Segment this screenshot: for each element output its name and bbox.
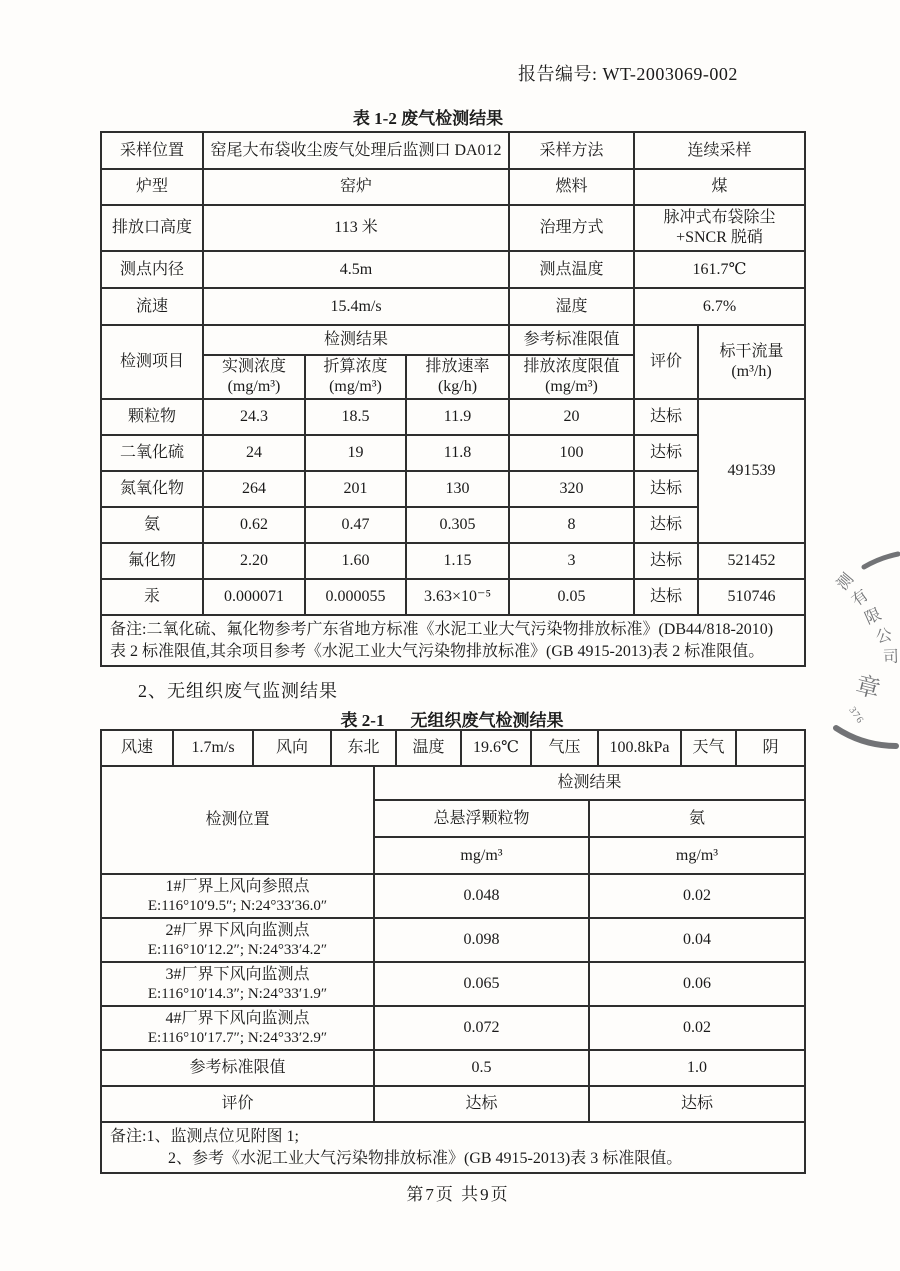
field-value: 4.5m <box>203 251 509 288</box>
column-header-converted <box>305 355 406 399</box>
point-name: 1#厂界上风向参照点 <box>165 877 310 895</box>
point-name: 4#厂界下风向监测点 <box>165 1009 310 1027</box>
limit-value: 100 <box>509 435 634 471</box>
note-line2: 表 2 标准限值,其余项目参考《水泥工业大气污染物排放标准》(GB 4915-2013)表 2 标准限值。 <box>110 642 765 660</box>
column-header-ammonia: 氨 <box>589 800 805 837</box>
table2-title <box>100 706 804 731</box>
monitoring-point <box>101 1006 374 1050</box>
field-label: 炉型 <box>101 169 203 205</box>
field-label: 湿度 <box>509 288 634 325</box>
rate-value: 1.15 <box>406 543 509 579</box>
field-value: 连续采样 <box>634 132 805 169</box>
field-value: 窑尾大布袋收尘废气处理后监测口 DA012 <box>203 132 509 169</box>
table1-title: 表 1-2 废气检测结果 <box>352 109 504 128</box>
pollutant-name: 氮氧化物 <box>101 471 203 507</box>
point-coordinates: E:116°10′12.2″; N:24°33′4.2″ <box>147 941 328 958</box>
flow-header-label: 标干流量 <box>719 343 784 360</box>
converted-label: 折算浓度 <box>323 358 388 375</box>
evaluation-value: 达标 <box>634 579 698 615</box>
ammonia-value: 0.02 <box>589 874 805 918</box>
column-header-rate <box>406 355 509 399</box>
monitoring-point <box>101 874 374 918</box>
point-coordinates: E:116°10′9.5″; N:24°33′36.0″ <box>147 897 328 914</box>
field-value: 15.4m/s <box>203 288 509 325</box>
measured-value: 0.000071 <box>203 579 305 615</box>
table1-note <box>101 615 805 666</box>
weather-row <box>101 730 805 766</box>
stamp-char: 章 <box>852 672 883 704</box>
column-header-results-group: 检测结果 <box>203 325 509 355</box>
seal-arc-bottom <box>836 728 896 746</box>
note-line1: 备注:二氧化硫、氟化物参考广东省地方标准《水泥工业大气污染物排放标准》(DB44/818-2010) <box>110 621 774 638</box>
point-coordinates: E:116°10′14.3″; N:24°33′1.9″ <box>147 985 328 1002</box>
converted-value: 1.60 <box>305 543 406 579</box>
table-row <box>101 579 805 615</box>
table2-weather-row <box>100 729 806 767</box>
pollutant-name: 二氧化硫 <box>101 435 203 471</box>
report-number <box>518 60 738 86</box>
stamp-char: 限 <box>862 605 884 628</box>
field-label: 燃料 <box>509 169 634 205</box>
field-value: 窑炉 <box>203 169 509 205</box>
measured-unit: (mg/m³) <box>227 378 281 395</box>
field-value: 161.7℃ <box>634 251 805 288</box>
column-header-evaluation: 评价 <box>634 325 698 399</box>
stamp-char: 测 <box>833 570 858 594</box>
point-coordinates: E:116°10′17.7″; N:24°33′2.9″ <box>147 1029 328 1046</box>
evaluation-value: 达标 <box>634 399 698 435</box>
treatment-line1: 脉冲式布袋除尘 <box>663 209 776 226</box>
tsp-value: 0.065 <box>374 962 589 1006</box>
table2-title-text: 无组织废气检测结果 <box>410 711 564 730</box>
converted-unit: (mg/m³) <box>329 378 382 395</box>
pollutant-name: 汞 <box>101 579 203 615</box>
limit-value: 8 <box>509 507 634 543</box>
column-header-ref-group: 参考标准限值 <box>509 325 634 355</box>
limit-value: 20 <box>509 399 634 435</box>
field-label: 采样方法 <box>509 132 634 169</box>
field-value: 113 米 <box>203 205 509 251</box>
field-label: 测点温度 <box>509 251 634 288</box>
eval-row-label: 评价 <box>101 1086 374 1122</box>
tsp-value: 0.048 <box>374 874 589 918</box>
table-note-row <box>101 1122 805 1173</box>
company-seal-stamp <box>822 545 900 750</box>
limit-unit: (mg/m³) <box>545 378 598 395</box>
treatment-line2: +SNCR 脱硝 <box>676 229 763 246</box>
limit-label: 排放浓度限值 <box>523 358 620 375</box>
field-value: 6.7% <box>634 288 805 325</box>
section2-heading: 2、无组织废气监测结果 <box>138 681 338 701</box>
table-row <box>101 543 805 579</box>
column-header-location: 检测位置 <box>101 766 374 874</box>
monitoring-point <box>101 918 374 962</box>
measured-value: 0.62 <box>203 507 305 543</box>
unit-cell: mg/m³ <box>589 837 805 874</box>
evaluation-value: 达标 <box>634 435 698 471</box>
limit-row-label: 参考标准限值 <box>101 1050 374 1086</box>
rate-value: 130 <box>406 471 509 507</box>
stamp-char: 有 <box>848 586 872 610</box>
evaluation-value: 达标 <box>634 543 698 579</box>
converted-value: 201 <box>305 471 406 507</box>
table-row <box>101 874 805 918</box>
rate-value: 11.9 <box>406 399 509 435</box>
table-row <box>101 205 805 251</box>
unit-cell: mg/m³ <box>374 837 589 874</box>
table-row <box>101 1086 805 1122</box>
field-value <box>634 205 805 251</box>
monitoring-point <box>101 962 374 1006</box>
table-row <box>101 288 805 325</box>
page-number-footer: 第7页 共9页 <box>406 1185 510 1204</box>
weather-value: 100.8kPa <box>598 730 681 766</box>
field-value: 煤 <box>634 169 805 205</box>
flow-value-merged: 491539 <box>698 399 805 543</box>
report-number-label: 报告编号: <box>518 64 598 84</box>
limit-tsp: 0.5 <box>374 1050 589 1086</box>
flow-value: 510746 <box>698 579 805 615</box>
point-name: 2#厂界下风向监测点 <box>165 921 310 939</box>
converted-value: 0.000055 <box>305 579 406 615</box>
note-line2: 2、参考《水泥工业大气污染物排放标准》(GB 4915-2013)表 3 标准限值。 <box>168 1149 683 1167</box>
column-header-measured <box>203 355 305 399</box>
table-row <box>101 132 805 169</box>
pollutant-name: 氟化物 <box>101 543 203 579</box>
table-row <box>101 1050 805 1086</box>
tsp-value: 0.098 <box>374 918 589 962</box>
field-label: 流速 <box>101 288 203 325</box>
weather-label: 温度 <box>396 730 461 766</box>
table1-exhaust-gas-results <box>100 131 806 667</box>
rate-value: 3.63×10⁻⁵ <box>406 579 509 615</box>
field-label: 测点内径 <box>101 251 203 288</box>
flow-value: 521452 <box>698 543 805 579</box>
table1-container <box>100 131 806 667</box>
field-label: 排放口高度 <box>101 205 203 251</box>
rate-value: 11.8 <box>406 435 509 471</box>
limit-value: 320 <box>509 471 634 507</box>
report-number-value: WT-2003069-002 <box>602 64 738 84</box>
weather-value: 19.6℃ <box>461 730 531 766</box>
field-label: 治理方式 <box>509 205 634 251</box>
table2-container <box>100 729 806 1174</box>
ammonia-value: 0.02 <box>589 1006 805 1050</box>
evaluation-value: 达标 <box>634 507 698 543</box>
table-header-row <box>101 325 805 355</box>
column-header-tsp: 总悬浮颗粒物 <box>374 800 589 837</box>
evaluation-value: 达标 <box>634 471 698 507</box>
tsp-value: 0.072 <box>374 1006 589 1050</box>
flow-header-unit: (m³/h) <box>731 363 772 380</box>
eval-tsp: 达标 <box>374 1086 589 1122</box>
table-row <box>101 1006 805 1050</box>
ammonia-value: 0.06 <box>589 962 805 1006</box>
measured-value: 2.20 <box>203 543 305 579</box>
table-row <box>101 918 805 962</box>
table-note-row <box>101 615 805 666</box>
weather-label: 气压 <box>531 730 598 766</box>
eval-ammonia: 达标 <box>589 1086 805 1122</box>
limit-value: 3 <box>509 543 634 579</box>
weather-label: 风向 <box>253 730 331 766</box>
table2-title-number: 表 2-1 <box>340 711 385 730</box>
weather-value: 东北 <box>331 730 396 766</box>
converted-value: 18.5 <box>305 399 406 435</box>
table-row <box>101 169 805 205</box>
pollutant-name: 颗粒物 <box>101 399 203 435</box>
rate-label: 排放速率 <box>425 358 490 375</box>
seal-arc-top <box>864 554 898 567</box>
converted-value: 0.47 <box>305 507 406 543</box>
table-header-row <box>101 766 805 800</box>
stamp-char: 司 <box>882 648 900 667</box>
pollutant-name: 氨 <box>101 507 203 543</box>
column-header-results-group: 检测结果 <box>374 766 805 800</box>
column-header-limit <box>509 355 634 399</box>
weather-label: 天气 <box>681 730 736 766</box>
measured-value: 24.3 <box>203 399 305 435</box>
point-name: 3#厂界下风向监测点 <box>165 965 310 983</box>
table-row <box>101 251 805 288</box>
table-row <box>101 962 805 1006</box>
table2-fugitive-results <box>100 765 806 1174</box>
column-header-item: 检测项目 <box>101 325 203 399</box>
stamp-digits: 376 <box>846 705 866 727</box>
limit-ammonia: 1.0 <box>589 1050 805 1086</box>
table-row <box>101 399 805 435</box>
rate-value: 0.305 <box>406 507 509 543</box>
weather-value: 阴 <box>736 730 805 766</box>
measured-value: 24 <box>203 435 305 471</box>
field-label: 采样位置 <box>101 132 203 169</box>
stamp-char: 公 <box>874 626 894 647</box>
weather-value: 1.7m/s <box>173 730 253 766</box>
converted-value: 19 <box>305 435 406 471</box>
column-header-flow <box>698 325 805 399</box>
measured-label: 实测浓度 <box>221 358 286 375</box>
ammonia-value: 0.04 <box>589 918 805 962</box>
weather-label: 风速 <box>101 730 173 766</box>
note-line1: 备注:1、监测点位见附图 1; <box>110 1128 299 1145</box>
table2-note <box>101 1122 805 1173</box>
rate-unit: (kg/h) <box>437 378 478 395</box>
limit-value: 0.05 <box>509 579 634 615</box>
measured-value: 264 <box>203 471 305 507</box>
